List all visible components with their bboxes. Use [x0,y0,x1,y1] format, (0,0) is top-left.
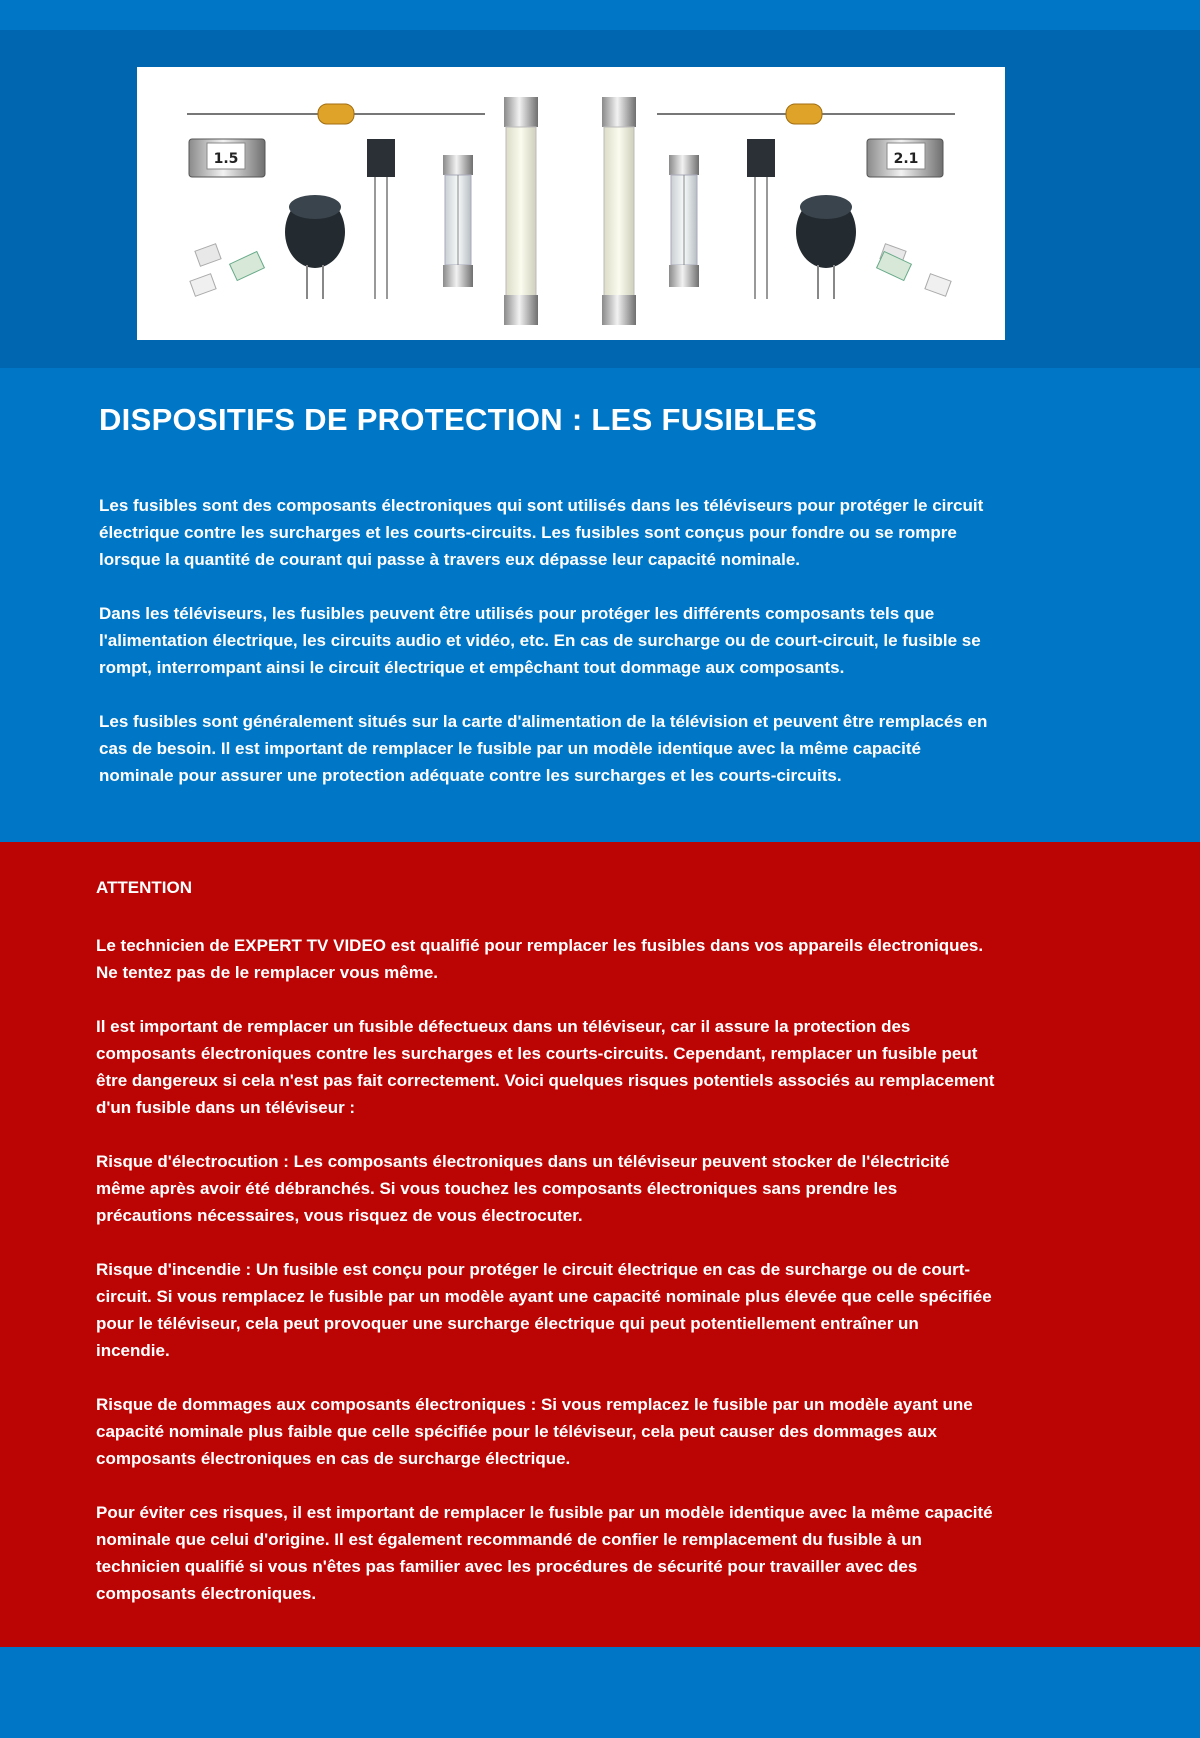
intro-body [99,492,989,816]
intro-paragraph: Les fusibles sont généralement situés sur la carte d'alimentation de la télévision et peuvent être remplacés en cas de besoin. Il est important de remplacer le fusible par un modèle identique avec la même capacité nominale pour assurer une protection adéquate contre les surcharges et les courts-circuits. [99,712,988,785]
fuse-holder-left [189,139,265,177]
page-title: DISPOSITIFS DE PROTECTION : LES FUSIBLES [99,402,818,437]
intro-section [0,368,1200,842]
warning-body [96,932,996,1634]
warning-paragraph: Risque d'incendie : Un fusible est conçu pour protéger le circuit électrique en cas de surcharge ou de court-circuit. Si vous remplacez le fusible par un modèle ayant une capacité nominale plus élevée que celle spécifiée pour le téléviseur, cela peut provoquer une surcharge électrique qui peut potentiellement entraîner un incendie. [96,1260,992,1360]
bottom-band [0,1647,1200,1738]
warning-paragraph: Pour éviter ces risques, il est important de remplacer le fusible par un modèle identique avec la même capacité nominale que celui d'origine. Il est également recommandé de confier le remplacement du fusible à un technicien qualifié si vous n'êtes pas familier avec les procédures de sécurité pour travailler avec des composants électroniques. [96,1503,993,1603]
svg-text:1.5: 1.5 [213,151,239,167]
fuses-photo [137,67,1005,340]
warning-title: ATTENTION [96,878,193,897]
top-strip [0,0,1200,30]
fuse-holder-right [867,139,943,177]
warning-paragraph: Il est important de remplacer un fusible défectueux dans un téléviseur, car il assure la protection des composants électroniques contre les surcharges et les courts-circuits. Cependant, remplacer un fusible peut être dangereux si cela n'est pas fait correctement. Voici quelques risques potentiels associés au remplacement d'un fusible dans un téléviseur : [96,1017,995,1117]
svg-text:2.1: 2.1 [893,151,919,167]
warning-paragraph: Risque d'électrocution : Les composants électroniques dans un téléviseur peuvent stocker de l'électricité même après avoir été débranchés. Si vous touchez les composants électroniques sans prendre les précautions nécessaires, vous risquez de vous électrocuter. [96,1152,950,1225]
intro-paragraph: Dans les téléviseurs, les fusibles peuvent être utilisés pour protéger les différents composants tels que l'alimentation électrique, les circuits audio et vidéo, etc. En cas de surcharge ou de court-circuit, le fusible se rompt, interrompant ainsi le circuit électrique et empêchant tout dommage aux composants. [99,604,981,677]
intro-paragraph: Les fusibles sont des composants électroniques qui sont utilisés dans les téléviseurs pour protéger le circuit électrique contre les surcharges et les courts-circuits. Les fusibles sont conçus pour fondre ou se rompre lorsque la quantité de courant qui passe à travers eux dépasse leur capacité nominale. [99,496,984,569]
warning-paragraph: Risque de dommages aux composants électroniques : Si vous remplacez le fusible par un modèle ayant une capacité nominale plus faible que celle spécifiée pour le téléviseur, cela peut causer des dommages aux composants électroniques en cas de surcharge électrique. [96,1395,973,1468]
warning-paragraph: Le technicien de EXPERT TV VIDEO est qualifié pour remplacer les fusibles dans vos appareils électroniques. Ne tentez pas de le remplacer vous même. [96,936,984,982]
hero-band [0,30,1200,368]
warning-section [0,842,1200,1647]
fuses-illustration [137,67,1005,340]
